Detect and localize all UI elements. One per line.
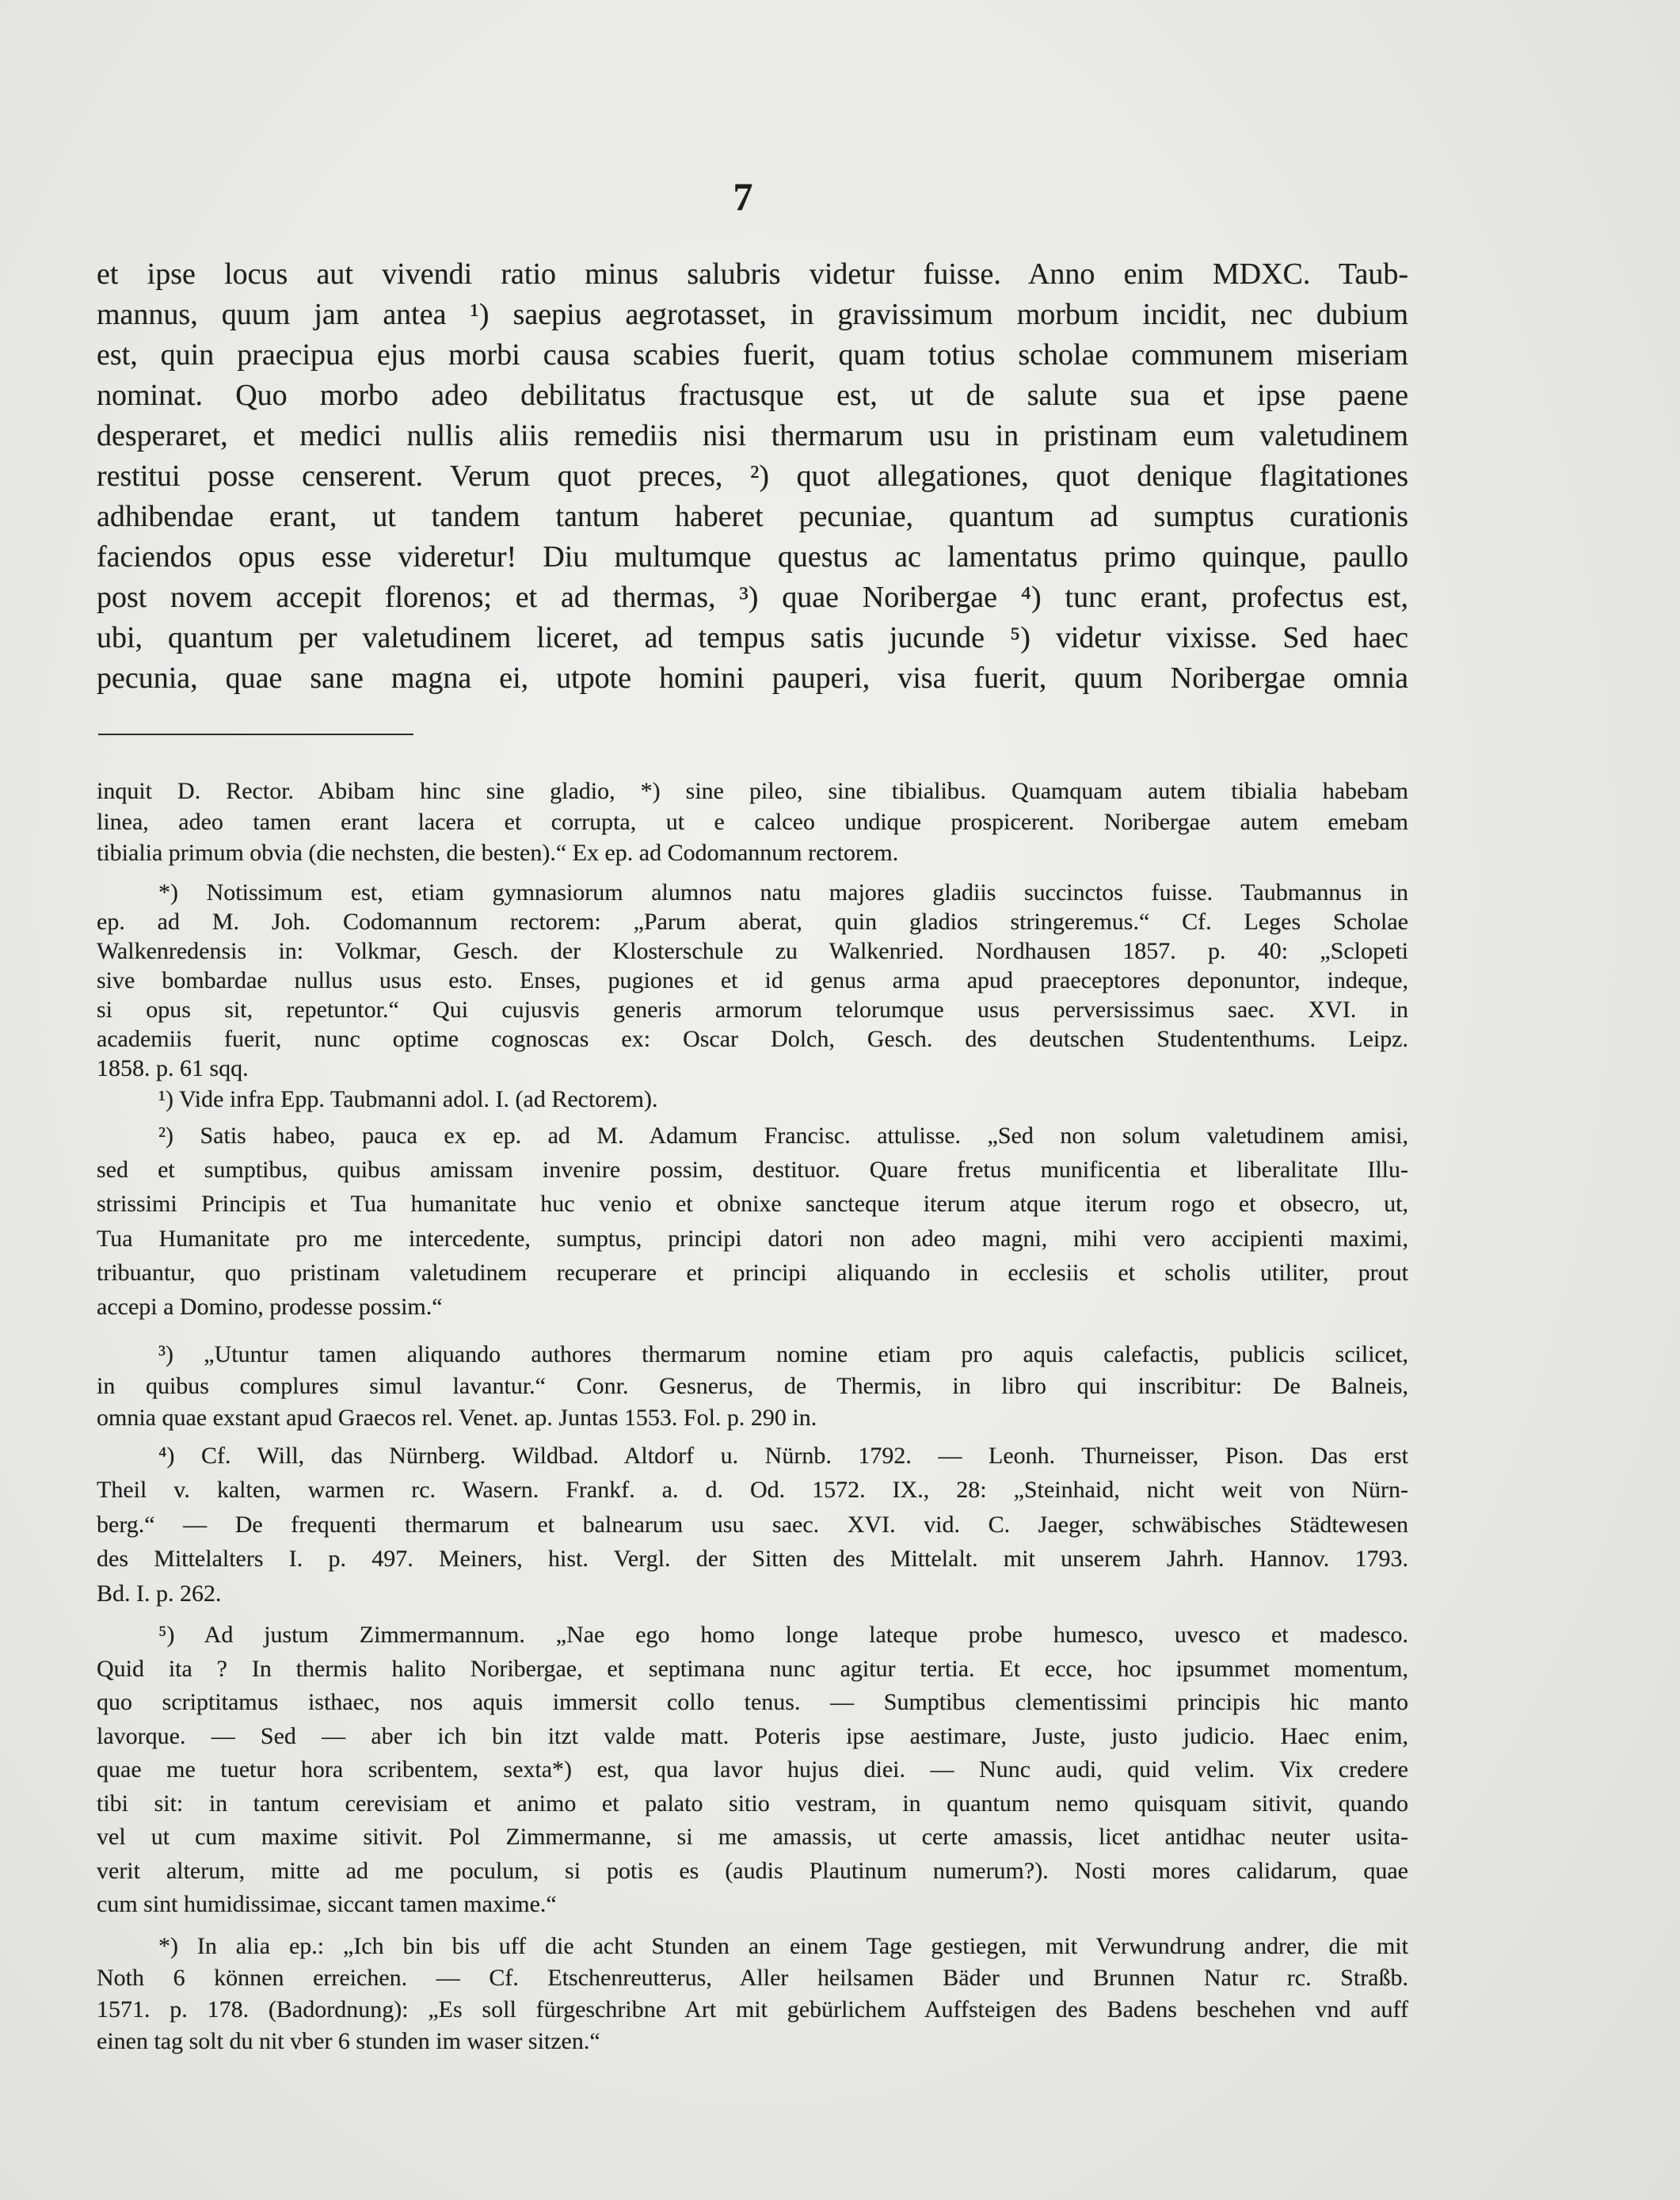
footnote-line: Bd. I. p. 262. bbox=[97, 1580, 222, 1607]
footnote-4 bbox=[97, 1439, 1408, 1611]
footnote-line: sed et sumptibus, quibus amissam invenire possim, destituor. Quare fretus munificentia et liberalitate Illu- bbox=[97, 1157, 1408, 1184]
footnote-line: ep. ad M. Joh. Codomannum rectorem: „Parum aberat, quin gladios stringeremus.“ Cf. Leges Scholae bbox=[97, 909, 1408, 935]
footnote-line: Walkenredensis in: Volkmar, Gesch. der Klosterschule zu Walkenried. Nordhausen 1857. p. 40: „Sclopeti bbox=[97, 938, 1408, 964]
footnote-line: Tua Humanitate pro me intercedente, sumptus, principi datori non adeo magni, mihi vero accipienti maximi, bbox=[97, 1225, 1408, 1252]
page-number: 7 bbox=[733, 174, 753, 219]
footnote-line: ⁴) Cf. Will, das Nürnberg. Wildbad. Altdorf u. Nürnb. 1792. — Leonh. Thurneisser, Pison. Das erst bbox=[158, 1443, 1408, 1469]
main-text-line: ubi, quantum per valetudinem liceret, ad tempus satis jucunde ⁵) videtur vixisse. Sed haec bbox=[97, 621, 1408, 654]
footnote-line: ⁵) Ad justum Zimmermannum. „Nae ego homo longe lateque probe humesco, uvesco et madesco. bbox=[158, 1622, 1408, 1648]
main-text-line: faciendos opus esse videretur! Diu multumque questus ac lamentatus primo quinque, paullo bbox=[97, 540, 1408, 574]
footnote-line: vel ut cum maxime sitivit. Pol Zimmermanne, si me amassis, ut certe amassis, licet antidhac neuter usita- bbox=[97, 1824, 1408, 1850]
footnote-line: *) Notissimum est, etiam gymnasiorum alumnos natu majores gladiis succinctos fuisse. Taubmannus in bbox=[158, 879, 1408, 906]
footnote-line: quae me tuetur hora scribentem, sexta*) est, qua lavor hujus diei. — Nunc audi, quid velim. Vix credere bbox=[97, 1756, 1408, 1782]
footnote-line: ³) „Utuntur tamen aliquando authores thermarum nomine etiam pro aquis calefactis, publicis scilicet, bbox=[158, 1341, 1408, 1367]
footnote-line: quo scriptitamus isthaec, nos aquis immersit collo tenus. — Sumptibus clementissimi principis hic manto bbox=[97, 1689, 1408, 1715]
main-text bbox=[97, 254, 1408, 699]
main-text-line: pecunia, quae sane magna ei, utpote homini pauperi, visa fuerit, quum Noribergae omnia bbox=[97, 662, 1408, 695]
footnote-separator-rule bbox=[98, 734, 413, 735]
footnote-line: si opus sit, repetuntor.“ Qui cujusvis generis armorum telorumque usus perversissimus saec. XVI. in bbox=[97, 997, 1408, 1023]
main-text-line: post novem accepit florenos; et ad thermas, ³) quae Noribergae ⁴) tunc erant, profectus est, bbox=[97, 581, 1408, 614]
footnote-3 bbox=[97, 1339, 1408, 1434]
footnote-line: lavorque. — Sed — aber ich bin itzt valde matt. Poteris ipse aestimare, Juste, justo judicio. Haec enim, bbox=[97, 1722, 1408, 1749]
main-text-line: adhibendae erant, ut tandem tantum haberet pecuniae, quantum ad sumptus curationis bbox=[97, 500, 1408, 533]
footnote-line: einen tag solt du nit vber 6 stunden im waser sitzen.“ bbox=[97, 2028, 600, 2054]
footnote-line: 1858. p. 61 sqq. bbox=[97, 1055, 249, 1081]
footnote-line: *) In alia ep.: „Ich bin bis uff die acht Stunden an einem Tage gestiegen, mit Verwundrung andrer, die mit bbox=[158, 1933, 1408, 1959]
footnote-line: tribuantur, quo pristinam valetudinem recuperare et principi aliquando in ecclesiis et scholis utiliter, prout bbox=[97, 1259, 1408, 1286]
footnote-line: berg.“ — De frequenti thermarum et balnearum usu saec. XVI. vid. C. Jaeger, schwäbisches Städtewesen bbox=[97, 1511, 1408, 1538]
main-text-line: nominat. Quo morbo adeo debilitatus fractusque est, ut de salute sua et ipse paene bbox=[97, 379, 1408, 412]
footnote-line: omnia quae exstant apud Graecos rel. Venet. ap. Juntas 1553. Fol. p. 290 in. bbox=[97, 1405, 817, 1431]
footnote-line: tibialia primum obvia (die nechsten, die besten).“ Ex ep. ad Codomannum rectorem. bbox=[97, 840, 899, 866]
footnote-line: Theil v. kalten, warmen rc. Wasern. Frankf. a. d. Od. 1572. IX., 28: „Steinhaid, nicht weit von Nürn- bbox=[97, 1477, 1408, 1504]
footnote-line: verit alterum, mitte ad me poculum, si potis es (audis Plautinum numerum?). Nosti mores calidarum, quae bbox=[97, 1857, 1408, 1884]
main-text-line: et ipse locus aut vivendi ratio minus salubris videtur fuisse. Anno enim MDXC. Taub- bbox=[97, 257, 1408, 291]
footnote-star-b bbox=[97, 1931, 1408, 2057]
footnote-5 bbox=[97, 1619, 1408, 1922]
footnote-continuation bbox=[97, 776, 1408, 868]
footnote-line: accepi a Domino, prodesse possim.“ bbox=[97, 1294, 443, 1321]
footnote-line: ¹) Vide infra Epp. Taubmanni adol. I. (ad Rectorem). bbox=[158, 1086, 658, 1112]
main-text-line: restitui posse censerent. Verum quot preces, ²) quot allegationes, quot denique flagitationes bbox=[97, 459, 1408, 493]
footnote-line: Quid ita ? In thermis halito Noribergae, et septimana nunc agitur tertia. Et ecce, hoc ipsummet momentum, bbox=[97, 1655, 1408, 1682]
footnote-line: tibi sit: in tantum cerevisiam et animo et palato sitio vestram, in quantum nemo quisquam sitivit, quando bbox=[97, 1790, 1408, 1817]
footnote-line: inquit D. Rector. Abibam hinc sine gladio, *) sine pileo, sine tibialibus. Quamquam autem tibialia habebam bbox=[97, 778, 1408, 804]
footnote-1 bbox=[97, 1084, 1408, 1115]
footnote-line: sive bombardae nullus usus esto. Enses, pugiones et id genus arma apud praeceptores deponuntor, indeque, bbox=[97, 967, 1408, 993]
footnote-line: cum sint humidissimae, siccant tamen maxime.“ bbox=[97, 1891, 557, 1917]
main-text-line: est, quin praecipua ejus morbi causa scabies fuerit, quam totius scholae communem miseriam bbox=[97, 338, 1408, 372]
footnote-line: linea, adeo tamen erant lacera et corrupta, ut e calceo undique prospicerent. Noribergae autem emebam bbox=[97, 809, 1408, 835]
footnote-line: Noth 6 können erreichen. — Cf. Etschenreutterus, Aller heilsamen Bäder und Brunnen Natur rc. Straßb. bbox=[97, 1965, 1408, 1991]
footnote-line: academiis fuerit, nunc optime cognoscas ex: Oscar Dolch, Gesch. des deutschen Studententhums. Leipz. bbox=[97, 1026, 1408, 1052]
footnote-line: des Mittelalters I. p. 497. Meiners, hist. Vergl. der Sitten des Mittelalt. mit unserem Jahrh. Hannov. 1793. bbox=[97, 1546, 1408, 1573]
main-text-line: mannus, quum jam antea ¹) saepius aegrotasset, in gravissimum morbum incidit, nec dubium bbox=[97, 298, 1408, 331]
footnote-line: 1571. p. 178. (Badordnung): „Es soll fürgeschribne Art mit gebürlichem Auffsteigen des Badens beschehen vnd auff bbox=[97, 1996, 1408, 2023]
footnote-2 bbox=[97, 1119, 1408, 1324]
footnote-line: strissimi Principis et Tua humanitate huc venio et obnixe sancteque iterum atque iterum rogo et obsecro, ut, bbox=[97, 1191, 1408, 1218]
footnote-line: ²) Satis habeo, pauca ex ep. ad M. Adamum Francisc. attulisse. „Sed non solum valetudinem amisi, bbox=[158, 1123, 1408, 1149]
footnote-line: in quibus complures simul lavantur.“ Conr. Gesnerus, de Thermis, in libro qui inscribitur: De Balneis, bbox=[97, 1373, 1408, 1399]
footnote-star-a bbox=[97, 878, 1408, 1083]
main-text-line: desperaret, et medici nullis aliis remediis nisi thermarum usu in pristinam eum valetudinem bbox=[97, 419, 1408, 452]
